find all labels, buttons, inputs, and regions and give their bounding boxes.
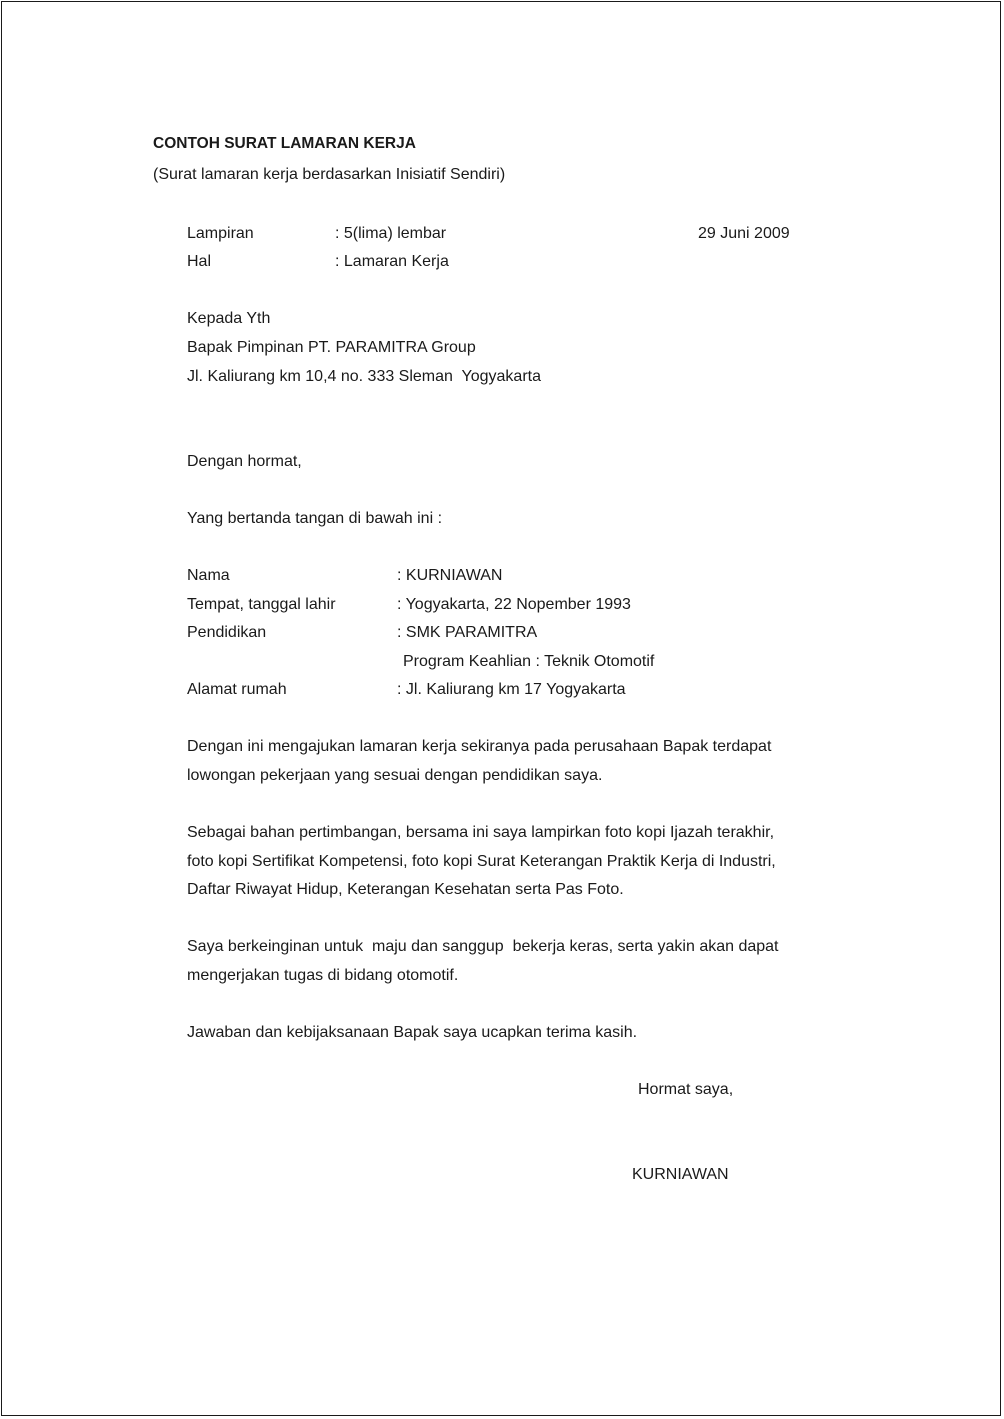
recipient-line-3: Jl. Kaliurang km 10,4 no. 333 Sleman Yogyakarta xyxy=(187,368,541,385)
paragraph-2-line-3: Daftar Riwayat Hidup, Keterangan Kesehatan serta Pas Foto. xyxy=(187,881,624,898)
letter-page xyxy=(1,1,1001,1416)
hal-label: Hal xyxy=(187,253,212,270)
recipient-line-2: Bapak Pimpinan PT. PARAMITRA Group xyxy=(187,339,476,356)
paragraph-3-line-1: Saya berkeinginan untuk maju dan sanggup bekerja keras, serta yakin akan dapat xyxy=(187,938,779,955)
ttl-value: : Yogyakarta, 22 Nopember 1993 xyxy=(397,596,631,613)
pendidikan-label: Pendidikan xyxy=(187,624,267,641)
nama-label: Nama xyxy=(187,567,230,584)
paragraph-2-line-2: foto kopi Sertifikat Kompetensi, foto kopi Surat Keterangan Praktik Kerja di Industri, xyxy=(187,853,776,870)
nama-value: : KURNIAWAN xyxy=(397,567,503,584)
closing-regards: Hormat saya, xyxy=(638,1081,734,1098)
paragraph-1-line-1: Dengan ini mengajukan lamaran kerja sekiranya pada perusahaan Bapak terdapat xyxy=(187,738,772,755)
intro-text: Yang bertanda tangan di bawah ini : xyxy=(187,510,443,527)
paragraph-2-line-1: Sebagai bahan pertimbangan, bersama ini saya lampirkan foto kopi Ijazah terakhir, xyxy=(187,824,775,841)
salutation: Dengan hormat, xyxy=(187,453,302,470)
letter-date: 29 Juni 2009 xyxy=(698,225,790,242)
pendidikan-value: : SMK PARAMITRA xyxy=(397,624,538,641)
document-title: CONTOH SURAT LAMARAN KERJA xyxy=(153,135,416,152)
ttl-label: Tempat, tanggal lahir xyxy=(187,596,336,613)
hal-value: : Lamaran Kerja xyxy=(335,253,449,270)
signature-name: KURNIAWAN xyxy=(632,1166,729,1183)
alamat-label: Alamat rumah xyxy=(187,681,287,698)
lampiran-label: Lampiran xyxy=(187,225,254,242)
program-keahlian: Program Keahlian : Teknik Otomotif xyxy=(403,653,655,670)
document-subtitle: (Surat lamaran kerja berdasarkan Inisiatif Sendiri) xyxy=(153,166,506,183)
recipient-line-1: Kepada Yth xyxy=(187,310,271,327)
paragraph-3-line-2: mengerjakan tugas di bidang otomotif. xyxy=(187,967,459,984)
paragraph-4: Jawaban dan kebijaksanaan Bapak saya ucapkan terima kasih. xyxy=(187,1024,638,1041)
lampiran-value: : 5(lima) lembar xyxy=(335,225,447,242)
paragraph-1-line-2: lowongan pekerjaan yang sesuai dengan pendidikan saya. xyxy=(187,767,603,784)
alamat-value: : Jl. Kaliurang km 17 Yogyakarta xyxy=(397,681,626,698)
